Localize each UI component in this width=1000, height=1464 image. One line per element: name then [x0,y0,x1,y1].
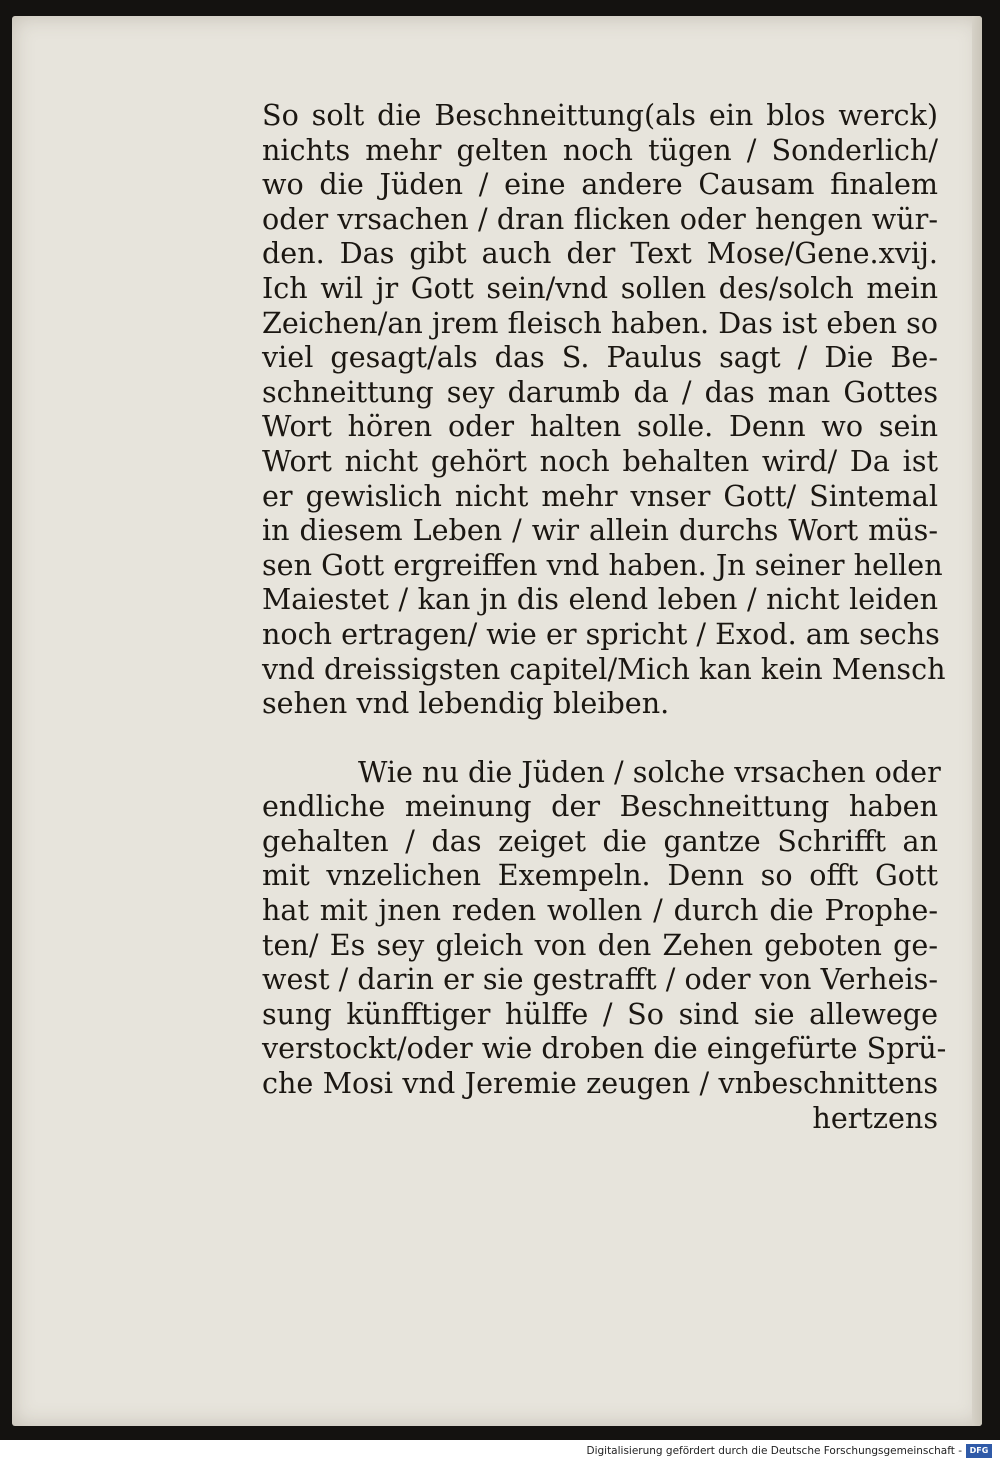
text-line: noch ertragen/ wie er spricht / Exod. am sechs [262,616,940,651]
text-line: Maiestet / kan jn dis elend leben / nicht leiden [262,582,938,617]
book-page [12,16,982,1426]
text-line: west / darin er sie gestrafft / oder von Verheis- [262,962,938,997]
text-line: er gewislich nicht mehr vnser Gott/ Sintemal [262,478,938,513]
text-line: schneittung sey darumb da / das man Gottes [262,374,938,409]
dfg-logo-icon: DFG [966,1444,992,1458]
paragraph-2 [262,754,947,1136]
text-line: Wie nu die Jüden / solche vrsachen oder [358,754,941,789]
text-line: in diesem Leben / wir allein durchs Wort müs- [262,513,938,548]
text-line: sen Gott ergreiffen vnd haben. Jn seiner hellen [262,547,943,582]
page-edge [972,16,982,1426]
text-line: nichts mehr gelten noch tügen / Sonderlich/ [262,132,938,167]
text-line: Ich wil jr Gott sein/vnd sollen des/solch mein [262,270,938,305]
text-line: viel gesagt/als das S. Paulus sagt / Die Be- [262,340,938,375]
text-line: vnd dreissigsten capitel/Mich kan kein Mensch [262,651,946,686]
text-line: wo die Jüden / eine andere Causam finalem [262,167,938,202]
text-line: ten/ Es sey gleich von den Zehen geboten ge- [262,927,938,962]
text-line: Wort nicht gehört noch behalten wird/ Da ist [262,443,938,478]
text-line: sehen vnd lebendig bleiben. [262,686,670,721]
text-block [262,98,947,1135]
catchword: hertzens [812,1100,938,1135]
text-line: verstockt/oder wie droben die eingefürte Sprü- [262,1031,947,1066]
text-line: hat mit jnen reden wollen / durch die Prophe- [262,893,938,928]
footer-credit: Digitalisierung gefördert durch die Deutsche Forschungsgemeinschaft - [586,1445,962,1457]
text-line: Zeichen/an jrem fleisch haben. Das ist eben so [262,305,938,340]
text-line: sung künfftiger hülffe / So sind sie allewege [262,996,938,1031]
paragraph-1 [262,98,946,721]
text-line: So solt die Beschneittung(als ein blos werck) [262,98,938,132]
text-line: mit vnzelichen Exempeln. Denn so offt Gott [262,858,938,893]
digitization-footer [0,1440,1000,1464]
text-line: endliche meinung der Beschneittung haben [262,789,938,824]
text-line: oder vrsachen / dran flicken oder hengen wür- [262,201,938,236]
text-line: den. Das gibt auch der Text Mose/Gene.xvij. [262,236,938,271]
text-line: Wort hören oder halten solle. Denn wo sein [262,409,938,444]
paragraph-gap [262,721,938,755]
text-line: che Mosi vnd Jeremie zeugen / vnbeschnittens [262,1066,938,1101]
text-line: gehalten / das zeiget die gantze Schrifft an [262,823,938,858]
